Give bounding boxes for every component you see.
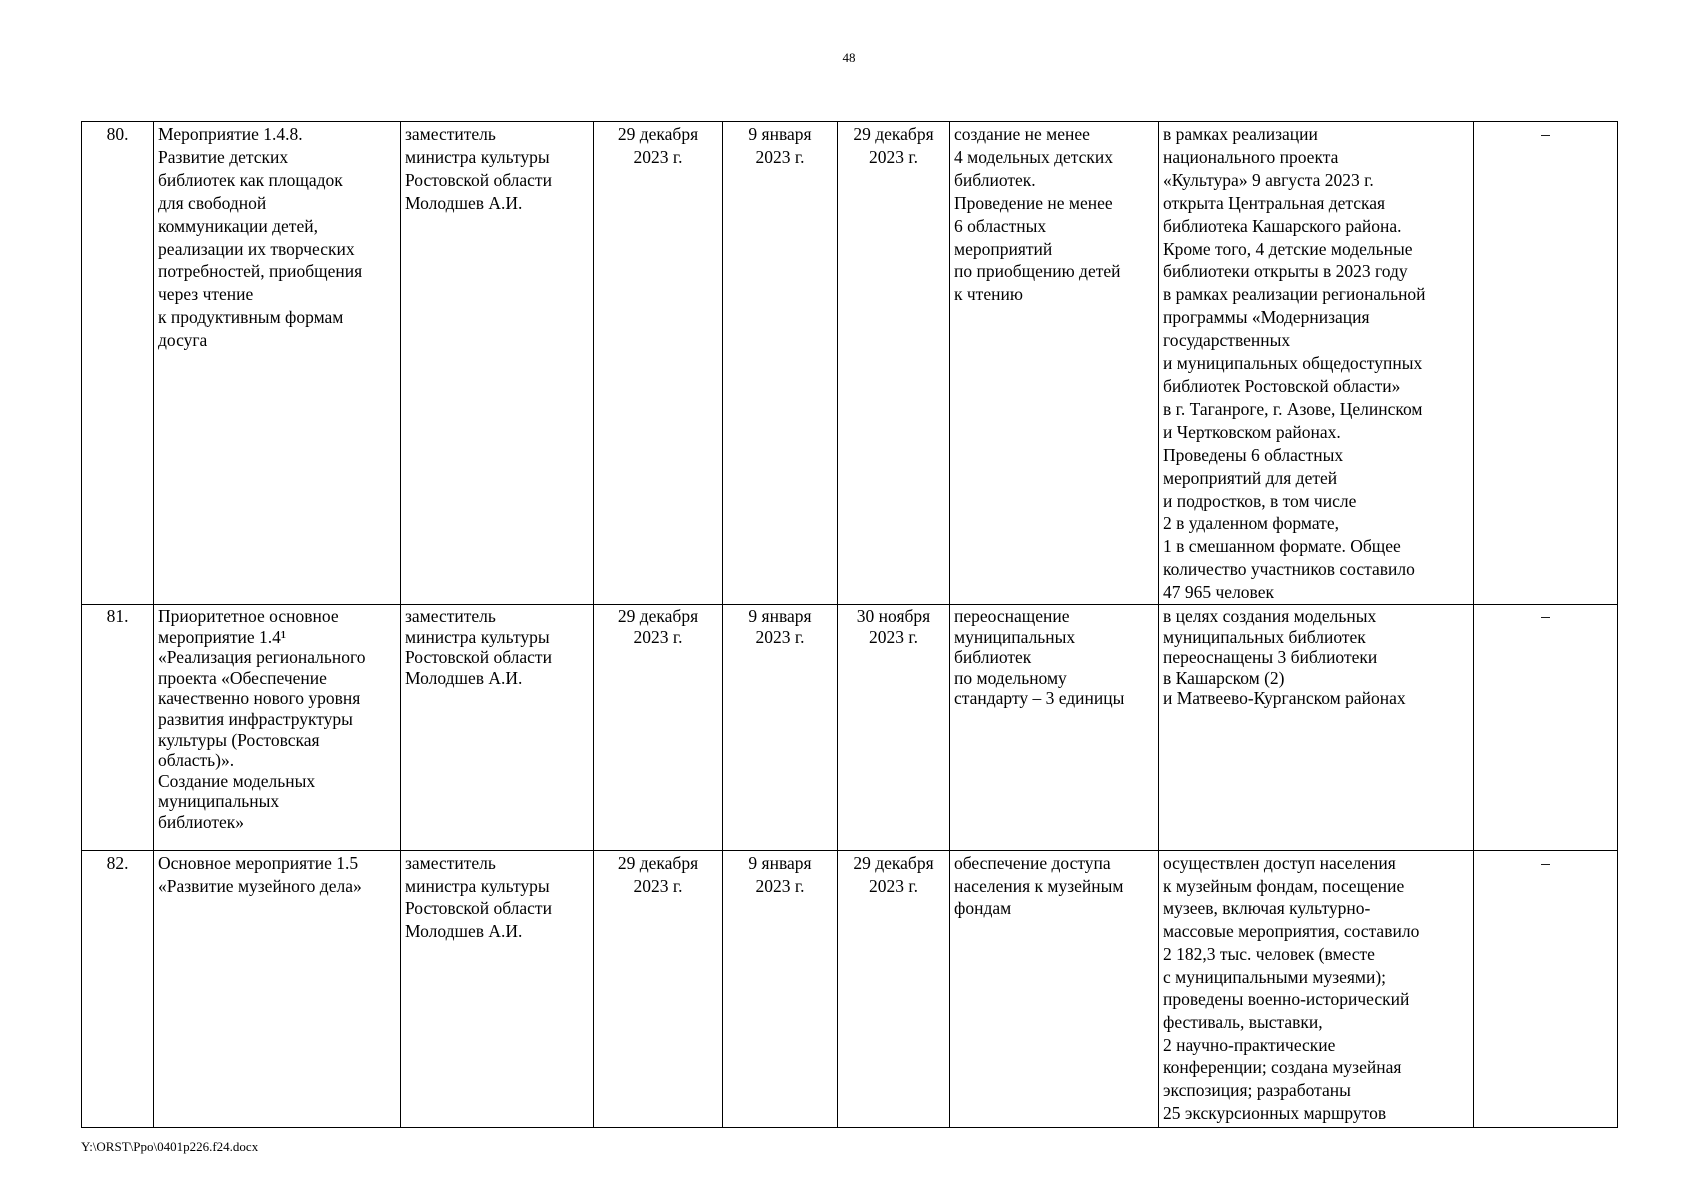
actual-result-cell (1159, 851, 1474, 1128)
cell-text-line: 9 января (748, 853, 812, 874)
actual-end-date-cell (838, 851, 950, 1128)
cell-text-line: потребностей, приобщения (158, 261, 363, 282)
planned-end-date-cell (594, 122, 723, 605)
actual-start-date-cell (723, 122, 838, 605)
cell-text-line: область)». (158, 750, 235, 771)
cell-text-line: библиотек как площадок (158, 169, 343, 190)
cell-text-line: 29 декабря (853, 124, 934, 144)
cell-text-line: и Чертковском районах. (1163, 421, 1341, 442)
cell-text-line: Мероприятие 1.4.8. (158, 124, 303, 144)
page-number: 48 (842, 50, 856, 65)
file-path-footer: Y:\ORST\Ppo\0401p226.f24.docx (81, 1139, 259, 1154)
cell-text-line: к музейным фондам, посещение (1163, 875, 1405, 896)
cell-text-line: библиотека Кашарского района. (1163, 215, 1402, 236)
cell-text-line: заместитель (405, 124, 496, 144)
cell-text-line: конференции; создана музейная (1163, 1057, 1402, 1078)
table-row (82, 851, 1618, 1128)
cell-text-line: количество участников составило (1163, 559, 1415, 580)
cell-text-line: 2023 г. (633, 146, 683, 167)
cell-text-line: Создание модельных (158, 770, 316, 791)
cell-text-line: 1 в смешанном формате. Общее (1163, 536, 1401, 557)
cell-text-line: «Реализация регионального (158, 647, 366, 668)
planned-end-date-cell (594, 851, 723, 1128)
cell-text-line: по модельному (954, 667, 1067, 688)
plan-table-body (82, 122, 1618, 1128)
cell-text-line: программы «Модернизация (1163, 307, 1370, 328)
cell-text-line: министра культуры (405, 875, 550, 896)
cell-text-line: 6 областных (954, 215, 1047, 236)
planned-result-cell (950, 122, 1159, 605)
cell-text-line: Проведение не менее (954, 192, 1113, 213)
cell-text-line: 9 января (748, 606, 812, 627)
cell-text-line: открыта Центральная детская (1163, 192, 1386, 213)
cell-text-line: 2023 г. (755, 626, 805, 647)
cell-text-line: Ростовской области (405, 647, 552, 668)
cell-text-line: развития инфраструктуры (158, 709, 353, 729)
cell-text-line: библиотек Ростовской области» (1163, 375, 1401, 396)
cell-text-line: Молодшев А.И. (405, 192, 523, 213)
planned-end-date-cell (594, 605, 723, 851)
cell-text-line: создание не менее (954, 124, 1090, 144)
cell-text-line: 2 182,3 тыс. человек (вместе (1163, 943, 1375, 964)
cell-text-line: Развитие детских (158, 146, 289, 167)
cell-text-line: 4 модельных детских (954, 146, 1113, 167)
table-row (82, 605, 1618, 851)
cell-text-line: Кроме того, 4 детские модельные (1163, 238, 1413, 259)
cell-text-line: фондам (954, 898, 1012, 919)
cell-text-line: национального проекта (1163, 146, 1339, 167)
cell-text-line: в рамках реализации региональной (1163, 284, 1426, 305)
cell-text-line: в Кашарском (2) (1163, 667, 1285, 688)
cell-text-line: Ростовской области (405, 169, 552, 190)
note-cell: – (1474, 605, 1618, 851)
cell-text-line: 2023 г. (755, 146, 805, 167)
planned-result-cell (950, 851, 1159, 1128)
actual-start-date-cell (723, 851, 838, 1128)
actual-end-date-cell (838, 605, 950, 851)
cell-text-line: государственных (1163, 330, 1291, 351)
cell-text-line: «Развитие музейного дела» (158, 875, 362, 896)
cell-text-line: библиотек. (954, 169, 1036, 190)
cell-text-line: 2023 г. (633, 875, 683, 896)
cell-text-line: 2023 г. (755, 875, 805, 896)
cell-text-line: 29 декабря (617, 606, 699, 627)
cell-text-line: 47 965 человек (1163, 582, 1274, 603)
planned-result-cell (950, 605, 1159, 851)
note-cell: – (1474, 122, 1618, 605)
cell-text-line: и муниципальных общедоступных (1163, 353, 1423, 374)
event-name-cell (154, 851, 401, 1128)
cell-text-line: 2 научно-практические (1163, 1034, 1336, 1055)
cell-text-line: Приоритетное основное (158, 606, 339, 627)
cell-text-line: музеев, включая культурно- (1163, 898, 1371, 919)
cell-text-line: в г. Таганроге, г. Азове, Целинском (1163, 398, 1423, 419)
cell-text-line: заместитель (405, 853, 496, 874)
cell-text-line: фестиваль, выставки, (1163, 1011, 1323, 1032)
cell-text-line: муниципальных (158, 791, 280, 812)
responsible-cell (401, 851, 594, 1128)
cell-text-line: досуга (158, 330, 208, 351)
responsible-cell (401, 122, 594, 605)
cell-text-line: с муниципальными музеями); (1163, 966, 1387, 987)
cell-text-line: Молодшев А.И. (405, 921, 523, 942)
cell-text-line: мероприятие 1.4¹ (158, 626, 287, 647)
cell-text-line: массовые мероприятия, составило (1163, 921, 1420, 942)
cell-text-line: проекта «Обеспечение (158, 667, 327, 688)
cell-text-line: экспозиция; разработаны (1163, 1080, 1351, 1101)
cell-text-line: мероприятий (954, 238, 1053, 259)
cell-text-line: 2023 г. (869, 626, 918, 647)
cell-text-line: населения к музейным (954, 875, 1124, 896)
cell-text-line: 2023 г. (869, 146, 918, 167)
responsible-cell (401, 605, 594, 851)
event-name-cell (154, 122, 401, 605)
cell-text-line: библиотеки открыты в 2023 году (1163, 261, 1408, 282)
cell-text-line: коммуникации детей, (158, 215, 318, 236)
cell-text-line: мероприятий для детей (1163, 467, 1338, 488)
event-name-cell (154, 605, 401, 851)
actual-result-cell (1159, 122, 1474, 605)
cell-text-line: 2 в удаленном формате, (1163, 513, 1339, 534)
cell-text-line: переоснащение (954, 606, 1070, 627)
cell-text-line: библиотек (954, 647, 1032, 668)
cell-text-line: в целях создания модельных (1163, 606, 1377, 627)
cell-text-line: заместитель (405, 606, 496, 627)
cell-text-line: Проведены 6 областных (1163, 444, 1344, 465)
actual-result-cell (1159, 605, 1474, 851)
row-number: 82. (82, 851, 154, 1128)
cell-text-line: муниципальных библиотек (1163, 626, 1366, 647)
row-number: 80. (82, 122, 154, 605)
cell-text-line: библиотек» (158, 811, 245, 832)
cell-text-line: и подростков, в том числе (1163, 490, 1357, 511)
cell-text-line: и Матвеево-Курганском районах (1163, 688, 1406, 709)
cell-text-line: 30 ноября (856, 606, 931, 627)
cell-text-line: Молодшев А.И. (405, 667, 523, 688)
cell-text-line: 25 экскурсионных маршрутов (1163, 1102, 1387, 1123)
cell-text-line: культуры (Ростовская (158, 729, 320, 750)
cell-text-line: Ростовской области (405, 898, 552, 919)
cell-text-line: 2023 г. (633, 626, 683, 647)
cell-text-line: обеспечение доступа (954, 853, 1111, 874)
cell-text-line: качественно нового уровня (158, 688, 361, 709)
cell-text-line: через чтение (158, 284, 254, 305)
note-cell: – (1474, 851, 1618, 1128)
cell-text-line: 29 декабря (853, 853, 934, 874)
cell-text-line: реализации их творческих (158, 238, 355, 259)
actual-end-date-cell (838, 122, 950, 605)
actual-start-date-cell (723, 605, 838, 851)
cell-text-line: министра культуры (405, 626, 550, 647)
cell-text-line: проведены военно-исторический (1163, 989, 1410, 1010)
table-row (82, 122, 1618, 605)
cell-text-line: переоснащены 3 библиотеки (1163, 647, 1378, 668)
cell-text-line: стандарту – 3 единицы (954, 688, 1125, 709)
cell-text-line: осуществлен доступ населения (1163, 853, 1396, 874)
cell-text-line: по приобщению детей (954, 261, 1121, 282)
cell-text-line: «Культура» 9 августа 2023 г. (1163, 169, 1374, 190)
cell-text-line: в рамках реализации (1163, 124, 1318, 144)
cell-text-line: 2023 г. (869, 875, 918, 896)
cell-text-line: 29 декабря (617, 853, 699, 874)
plan-table (81, 121, 1618, 1128)
cell-text-line: к продуктивным формам (158, 307, 344, 328)
cell-text-line: министра культуры (405, 146, 550, 167)
cell-text-line: Основное мероприятие 1.5 (158, 853, 359, 874)
cell-text-line: к чтению (954, 284, 1023, 305)
cell-text-line: 9 января (748, 124, 812, 144)
cell-text-line: муниципальных (954, 626, 1076, 647)
row-number: 81. (82, 605, 154, 851)
cell-text-line: 29 декабря (617, 124, 699, 144)
cell-text-line: для свободной (158, 192, 267, 213)
